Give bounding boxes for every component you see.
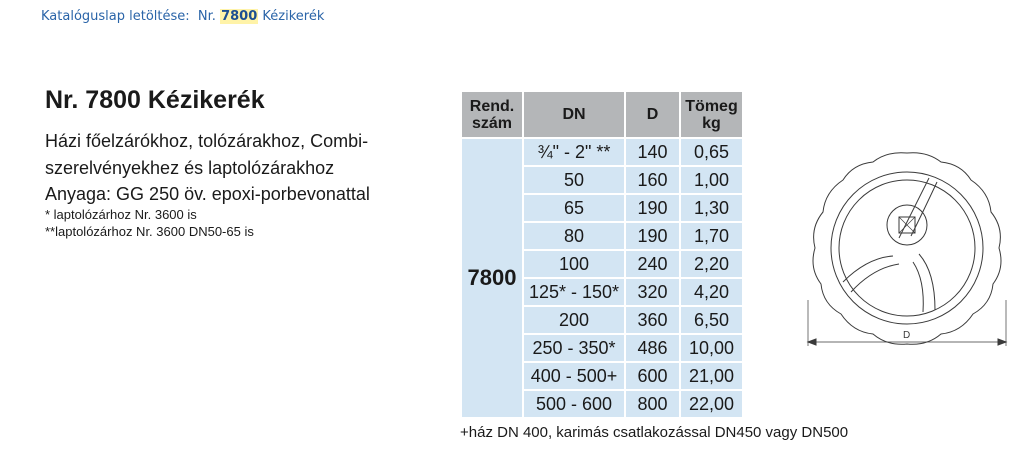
- header-mass: Tömeg kg: [680, 91, 743, 138]
- cell-d: 800: [625, 390, 680, 418]
- wheel-spoke: [913, 262, 923, 312]
- cell-d: 486: [625, 334, 680, 362]
- cell-dn: ¾" - 2" **: [523, 138, 625, 166]
- wheel-spoke: [851, 264, 899, 292]
- product-code-cell: 7800: [461, 138, 523, 418]
- catalog-download-line: [41, 9, 324, 24]
- cell-d: 140: [625, 138, 680, 166]
- cell-kg: 0,65: [680, 138, 743, 166]
- cell-d: 600: [625, 362, 680, 390]
- table-row: [461, 138, 743, 166]
- handwheel-drawing: [803, 150, 1015, 350]
- link-name: Kézikerék: [262, 9, 325, 24]
- header-dn: DN: [523, 91, 625, 138]
- table-header-row: [461, 91, 743, 138]
- header-d: D: [625, 91, 680, 138]
- cell-dn: 100: [523, 250, 625, 278]
- cell-kg: 21,00: [680, 362, 743, 390]
- desc-line-1: Házi főelzárókhoz, tolózárakhoz, Combi-: [45, 131, 369, 151]
- cell-kg: 6,50: [680, 306, 743, 334]
- cell-d: 190: [625, 222, 680, 250]
- wheel-inner-rim-2: [839, 180, 975, 316]
- cell-kg: 1,00: [680, 166, 743, 194]
- product-title: Nr. 7800 Kézikerék: [45, 86, 265, 114]
- cell-dn: 80: [523, 222, 625, 250]
- cell-kg: 4,20: [680, 278, 743, 306]
- cell-d: 160: [625, 166, 680, 194]
- desc-material: Anyaga: GG 250 öv. epoxi-porbevonattal: [45, 184, 370, 204]
- cell-d: 190: [625, 194, 680, 222]
- cell-dn: 125* - 150*: [523, 278, 625, 306]
- cell-d: 240: [625, 250, 680, 278]
- catalog-download-link[interactable]: [198, 9, 324, 24]
- cell-kg: 22,00: [680, 390, 743, 418]
- cell-kg: 1,30: [680, 194, 743, 222]
- table-footnote: +ház DN 400, karimás csatlakozással DN450 vagy DN500: [460, 424, 849, 441]
- cell-dn: 50: [523, 166, 625, 194]
- spec-table: [460, 90, 744, 419]
- cell-d: 360: [625, 306, 680, 334]
- product-description: [45, 128, 425, 240]
- cell-dn: 400 - 500+: [523, 362, 625, 390]
- note-star: * laptolózárhoz Nr. 3600 is: [45, 207, 197, 222]
- wheel-inner-rim: [831, 172, 983, 324]
- cell-kg: 2,20: [680, 250, 743, 278]
- cell-dn: 500 - 600: [523, 390, 625, 418]
- cell-kg: 1,70: [680, 222, 743, 250]
- link-nr: Nr.: [197, 9, 216, 24]
- cell-kg: 10,00: [680, 334, 743, 362]
- desc-line-2: szerelvényekhez és laptolózárakhoz: [45, 158, 335, 178]
- dimension-label: D: [903, 330, 911, 341]
- link-highlight: 7800: [221, 9, 258, 24]
- wheel-spoke: [843, 256, 893, 282]
- cell-dn: 65: [523, 194, 625, 222]
- download-prefix: Katalóguslap letöltése:: [41, 9, 190, 24]
- cell-d: 320: [625, 278, 680, 306]
- header-code: Rend. szám: [461, 91, 523, 138]
- note-double-star: **laptolózárhoz Nr. 3600 DN50-65 is: [45, 224, 254, 239]
- cell-dn: 250 - 350*: [523, 334, 625, 362]
- cell-dn: 200: [523, 306, 625, 334]
